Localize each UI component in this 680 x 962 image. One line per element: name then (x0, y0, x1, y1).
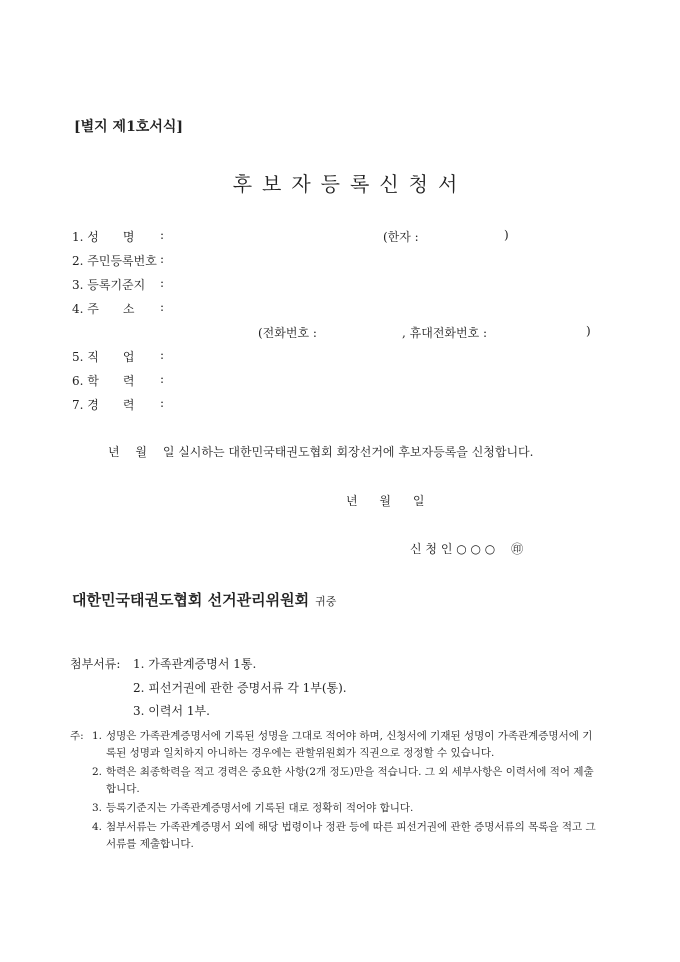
field-colon-education: : (160, 372, 165, 386)
recipient (72, 589, 336, 610)
field-label-address: 4. 주 소 (72, 302, 135, 316)
note-number: 4. (92, 821, 103, 833)
date-line: 년 월 일 (346, 494, 425, 508)
field-colon-registration-base: : (160, 276, 165, 290)
attachment-item: 2. 피선거권에 관한 증명서류 각 1부(통). (133, 681, 347, 695)
field-colon-address: : (160, 300, 165, 314)
note-item (70, 819, 600, 853)
note-text: 학력은 최종학력을 적고 경력은 중요한 사항(2개 정도)만을 적습니다. 그 외 세부사항은 이력서에 적어 제출합니다. (106, 766, 594, 795)
field-label-education: 6. 학 력 (72, 374, 135, 388)
note-item (70, 728, 600, 762)
attachment-item: 1. 가족관계증명서 1통. (133, 657, 257, 671)
attachments-label: 첨부서류: (70, 657, 121, 671)
phone-label: (전화번호 : (258, 326, 317, 340)
notes-section (70, 728, 600, 853)
note-item (70, 764, 600, 798)
hanja-open: (한자 : (383, 230, 419, 244)
note-text: 성명은 가족관계증명서에 기록된 성명을 그대로 적어야 하며, 신청서에 기재된 성명이 가족관계증명서에 기록된 성명과 일치하지 아니하는 경우에는 관할위원회가 직권으로 정정할 수 있습니다. (106, 730, 593, 759)
declaration-text: 년 월 일 실시하는 대한민국태권도협회 회장선거에 후보자등록을 신청합니다. (108, 445, 534, 459)
field-colon-resident-number: : (160, 252, 165, 266)
field-colon-name: : (160, 228, 165, 242)
field-label-occupation: 5. 직 업 (72, 350, 135, 364)
phone-close: ) (586, 324, 591, 338)
hanja-close: ) (504, 228, 509, 242)
field-colon-career: : (160, 396, 165, 410)
mobile-label: , 휴대전화번호 : (402, 326, 488, 340)
recipient-suffix: 귀중 (315, 595, 337, 608)
note-item (70, 800, 600, 817)
recipient-name: 대한민국태권도협회 선거관리위원회 (72, 591, 310, 609)
form-id: [별지 제1호서식] (74, 119, 184, 135)
note-text: 등록기준지는 가족관계증명서에 기록된 대로 정확히 적어야 합니다. (106, 802, 414, 814)
field-label-registration-base: 3. 등록기준지 (72, 278, 146, 292)
notes-head: 주: (70, 730, 84, 742)
field-label-career: 7. 경 력 (72, 398, 135, 412)
note-text: 첨부서류는 가족관계증명서 외에 해당 법령이나 정관 등에 따른 피선거권에 관한 증명서류의 목록을 적고 그 서류를 제출합니다. (106, 821, 596, 850)
field-colon-occupation: : (160, 348, 165, 362)
note-number: 3. (92, 802, 103, 814)
note-number: 2. (92, 766, 103, 778)
field-label-resident-number: 2. 주민등록번호 (72, 254, 157, 268)
document-title: 후보자등록신청서 (232, 172, 468, 196)
field-label-name: 1. 성 명 (72, 230, 135, 244)
applicant-signature: 신 청 인 ○ ○ ○ ㊞ (410, 542, 524, 556)
attachment-item: 3. 이력서 1부. (133, 704, 210, 718)
note-number: 1. (92, 730, 103, 742)
